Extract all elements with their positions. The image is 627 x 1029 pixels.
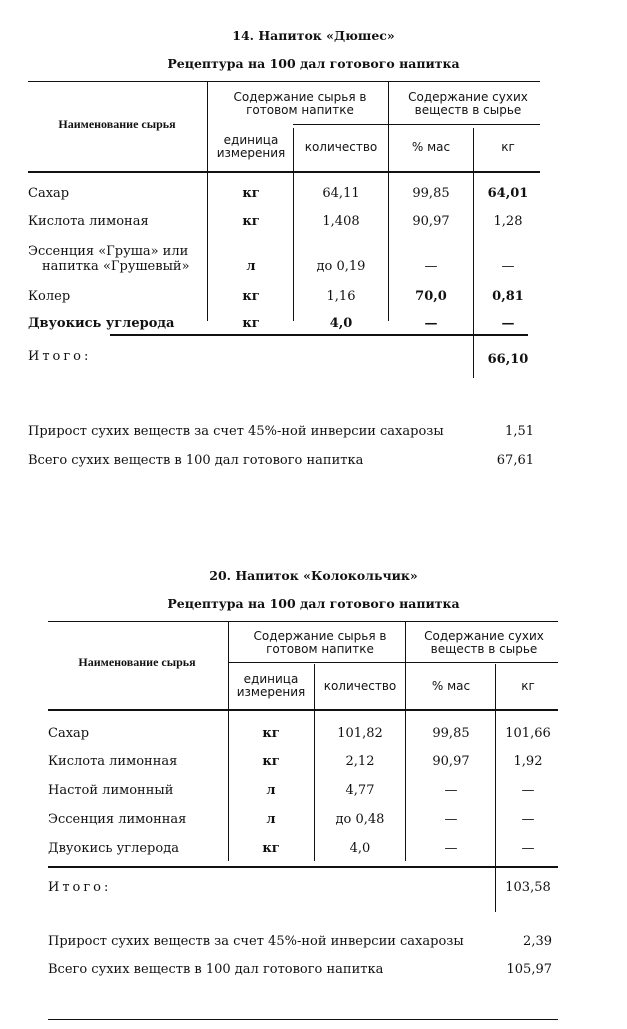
table1-row-unit: кг (242, 214, 260, 229)
table2-row-qty: 4,0 (349, 841, 371, 856)
table1-row-qty: 1,16 (326, 289, 356, 304)
table2-note-increase-value: 2,39 (523, 934, 552, 949)
table1-row-pct: — (424, 316, 438, 331)
table1-row-qty: 64,11 (322, 186, 360, 201)
table2-row-name: Двуокись углерода (48, 841, 179, 856)
table1-row-unit: кг (242, 316, 260, 331)
table2-row-pct: — (444, 783, 458, 798)
table2-header-pct: % мас (431, 679, 471, 693)
table2-row-name: Эссенция лимонная (48, 812, 187, 827)
table2-col-divider-1 (228, 621, 229, 861)
table1-row-name: Сахар (28, 186, 70, 201)
table2-row-kg: 101,66 (505, 726, 551, 741)
table1-row-kg: 1,28 (493, 214, 523, 229)
table2-row-qty: 2,12 (345, 754, 375, 769)
table2-total-value: 103,58 (505, 880, 551, 895)
table1-row-unit: кг (242, 289, 260, 304)
table2-total-label: Итого: (48, 880, 112, 895)
table1-row-kg: — (501, 316, 515, 331)
table2-title: 20. Напиток «Колокольчик» (209, 568, 418, 583)
table1-row-unit: кг (242, 186, 260, 201)
table1-col-divider-4 (473, 128, 474, 378)
table2-note-total: Всего сухих веществ в 100 дал готового напитка (48, 962, 384, 977)
table2-header-qty: количество (323, 679, 397, 693)
table1-row-qty: 1,408 (322, 214, 360, 229)
table2-header-unit: единица измерения (236, 672, 306, 699)
table1-header-mid-rule (293, 124, 540, 125)
table2-header-content-dry: Содержание сухих веществ в сырье (424, 629, 544, 656)
table1-header-kg: кг (501, 140, 515, 154)
table1-row-name: Двуокись углерода (28, 316, 175, 331)
table1-row-pct: 90,97 (412, 214, 450, 229)
table1-row-name: Кислота лимоная (28, 214, 149, 229)
table2-row-kg: — (521, 783, 535, 798)
table2-note-increase: Прирост сухих веществ за счет 45%-ной инверсии сахарозы (48, 934, 464, 949)
table1-row-pct: — (424, 259, 438, 274)
table2-row-kg: — (521, 812, 535, 827)
table1-note-total-value: 67,61 (496, 453, 534, 468)
table2-top-rule (48, 621, 558, 622)
table1-row-kg: — (501, 259, 515, 274)
table1-total-label: Итого: (28, 349, 92, 364)
table2-row-name: Настой лимонный (48, 783, 174, 798)
table2-row-unit: кг (262, 754, 280, 769)
table1-total-value: 66,10 (487, 352, 529, 367)
table1-row-unit: л (246, 259, 256, 274)
table1-col-divider-2 (293, 128, 294, 321)
table2-total-rule (48, 866, 558, 868)
table1-row-name-line1: Эссенция «Груша» или (28, 244, 189, 259)
table1-row-kg: 0,81 (492, 289, 524, 304)
table1-row-pct: 70,0 (415, 289, 447, 304)
table1-row-name-line2: напитка «Грушевый» (42, 259, 190, 274)
table1-note-total: Всего сухих веществ в 100 дал готового напитка (28, 453, 364, 468)
table2-row-qty: 4,77 (345, 783, 375, 798)
table1-header-unit: единица измерения (216, 133, 286, 160)
table2-row-pct: — (444, 812, 458, 827)
table1-header-content-raw: Содержание сырья в готовом напитке (233, 90, 367, 117)
table2-col-divider-4 (495, 664, 496, 912)
table2-row-kg: — (521, 841, 535, 856)
table2-row-qty: 101,82 (337, 726, 383, 741)
table2-header-mid-rule (228, 662, 558, 663)
page-bottom-rule (48, 1019, 558, 1020)
table1-note-increase-value: 1,51 (505, 424, 534, 439)
table1-row-kg: 64,01 (487, 186, 529, 201)
table2-row-name: Сахар (48, 726, 90, 741)
table1-col-divider-1 (207, 81, 208, 321)
table2-subtitle: Рецептура на 100 дал готового напитка (167, 596, 460, 611)
table1-subtitle: Рецептура на 100 дал готового напитка (167, 56, 460, 71)
table2-header-content-raw: Содержание сырья в готовом напитке (253, 629, 387, 656)
table2-col-divider-3 (405, 621, 406, 861)
table2-row-unit: л (266, 812, 276, 827)
table1-row-qty: до 0,19 (316, 259, 366, 274)
table2-row-kg: 1,92 (513, 754, 543, 769)
table1-note-increase: Прирост сухих веществ за счет 45%-ной инверсии сахарозы (28, 424, 444, 439)
table1-row-qty: 4,0 (329, 316, 353, 331)
table2-note-total-value: 105,97 (506, 962, 552, 977)
table1-title: 14. Напиток «Дюшес» (232, 28, 395, 43)
table2-row-pct: 90,97 (432, 754, 470, 769)
table1-col-divider-3 (388, 81, 389, 321)
table1-header-qty: количество (304, 140, 378, 154)
table2-row-unit: кг (262, 841, 280, 856)
table2-header-bottom-rule (48, 709, 558, 711)
table2-col-divider-2 (314, 664, 315, 861)
table1-header-bottom-rule (28, 171, 540, 173)
table1-row-name: Колер (28, 289, 71, 304)
table1-total-rule (110, 334, 528, 336)
table1-top-rule (28, 81, 540, 82)
table1-header-pct: % мас (411, 140, 451, 154)
table2-row-pct: — (444, 841, 458, 856)
table2-row-unit: л (266, 783, 276, 798)
table1-row-pct: 99,85 (412, 186, 450, 201)
table2-header-name: Наименование сырья (78, 655, 196, 669)
table1-header-name: Наименование сырья (58, 117, 176, 131)
table2-row-qty: до 0,48 (335, 812, 385, 827)
table1-header-content-dry: Содержание сухих веществ в сырье (408, 90, 528, 117)
table2-row-pct: 99,85 (432, 726, 470, 741)
table2-header-kg: кг (521, 679, 535, 693)
table2-row-name: Кислота лимонная (48, 754, 178, 769)
table2-row-unit: кг (262, 726, 280, 741)
